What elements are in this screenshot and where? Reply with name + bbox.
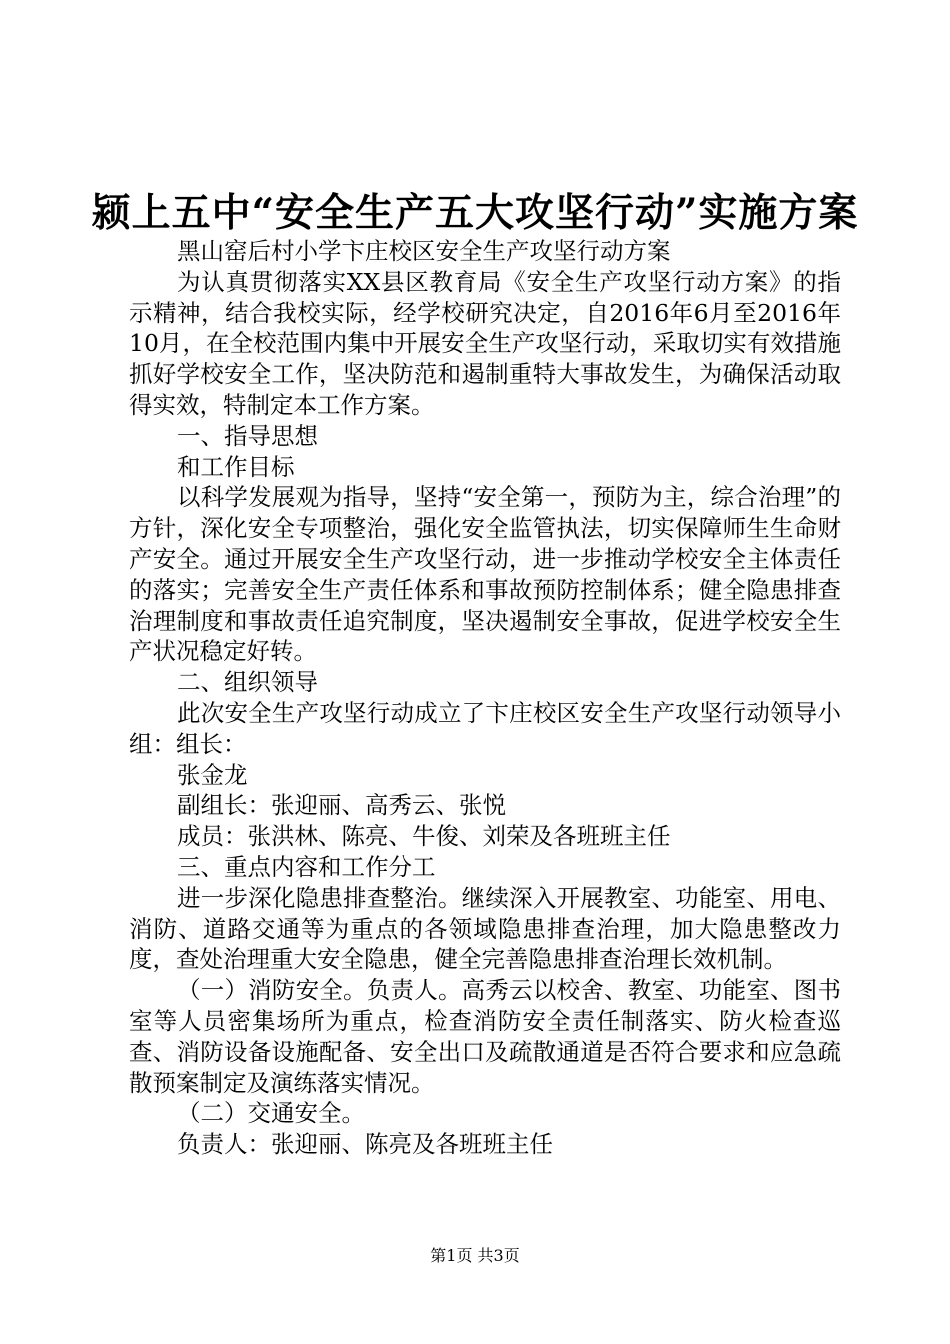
section-heading-1: 一、指导思想 xyxy=(177,421,318,450)
guiding-paragraph: 以科学发展观为指导，坚持“安全第一，预防为主，综合治理”的方针，深化安全专项整治，强化安全监管执法，切实保障师生生命财产安全。通过开展安全生产攻坚行动，进一步推动学校安全主体责任的落实；完善安全生产责任体系和事故预防控制体系；健全隐患排查治理制度和事故责任追究制度，坚决遏制安全事故，促进学校安全生产状况稳定好转。 xyxy=(129,483,841,666)
section-heading-3: 三、重点内容和工作分工 xyxy=(177,852,436,881)
fire-safety-paragraph: （一）消防安全。负责人。高秀云以校舍、教室、功能室、图书室等人员密集场所为重点，检查消防安全责任制落实、防火检查巡查、消防设备设施配备、安全出口及疏散通道是否符合要求和应急疏散预案制定及演练落实情况。 xyxy=(129,976,841,1097)
leadership-paragraph: 此次安全生产攻坚行动成立了卞庄校区安全生产攻坚行动领导小组：组长： xyxy=(129,698,841,758)
section-heading-2: 二、组织领导 xyxy=(177,668,318,697)
traffic-safety-heading: （二）交通安全。 xyxy=(177,1099,365,1128)
document-body xyxy=(129,236,841,1160)
leader-name: 张金龙 xyxy=(177,760,248,789)
members: 成员：张洪林、陈亮、牛俊、刘荣及各班班主任 xyxy=(177,822,671,851)
subtitle-line: 黑山窑后村小学卞庄校区安全生产攻坚行动方案 xyxy=(177,237,671,265)
intro-paragraph: 为认真贯彻落实XX县区教育局《安全生产攻坚行动方案》的指示精神，结合我校实际，经学校研究决定，自2016年6月至2016年10月，在全校范围内集中开展安全生产攻坚行动，采取切实有效措施抓好学校安全工作，坚决防范和遏制重特大事故发生，为确保活动取得实效，特制定本工作方案。 xyxy=(129,267,841,419)
deputy-leaders: 副组长：张迎丽、高秀云、张悦 xyxy=(177,791,506,820)
inspection-paragraph: 进一步深化隐患排查整治。继续深入开展教室、功能室、用电、消防、道路交通等为重点的各领域隐患排查治理，加大隐患整改力度，查处治理重大安全隐患，健全完善隐患排查治理长效机制。 xyxy=(129,883,841,974)
page-footer: 第1页 共3页 xyxy=(430,1246,520,1265)
document-title: 颍上五中“安全生产五大攻坚行动”实施方案 xyxy=(91,190,859,236)
section-heading-1-cont: 和工作目标 xyxy=(177,452,295,481)
traffic-safety-responsible: 负责人：张迎丽、陈亮及各班班主任 xyxy=(177,1130,553,1159)
